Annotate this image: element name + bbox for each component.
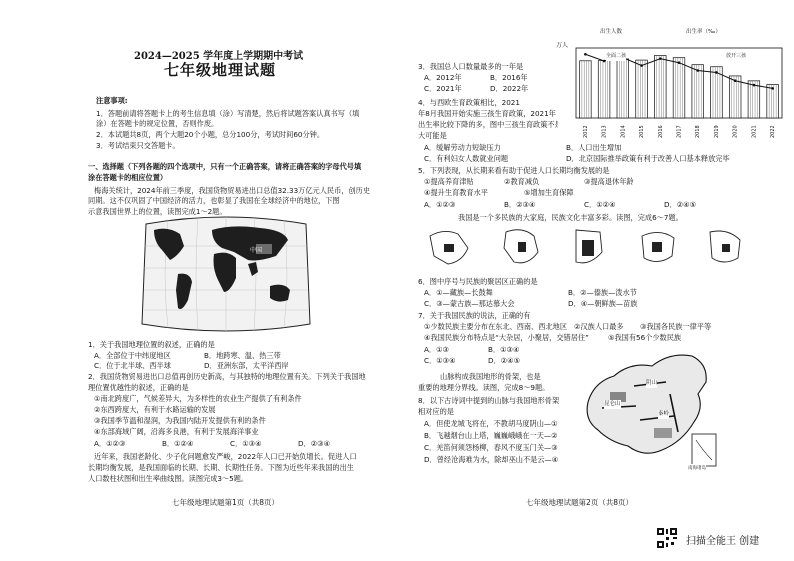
chart-x-tick: 2016 [657,125,664,138]
q3-option-c: C．2021年 [424,84,462,93]
q4-stem: 4．与西欧生育政策相比，2021 [418,98,520,107]
rate-point [603,60,606,63]
chart-bar [748,81,760,118]
q5-option-c: C．①②④ [584,200,616,209]
policy-label: 放开三孩 [726,53,747,59]
q8-option-a: A．但使龙城飞将在，不教胡马度阴山—① [424,419,558,428]
map2-label: 阴山 [646,380,658,386]
chart-bar [598,61,610,118]
q4-option-d: D．北京国际推举政策有利于改善人口基本释放完毕 [566,154,730,163]
q8-stem: 相对应的是 [418,407,454,416]
qr-code-icon [656,527,678,549]
map2-label: 昆仑山 [604,401,621,407]
q5-item: ③提高退休年龄 [584,177,634,186]
q7-item: ③我国各民族一律平等 [640,322,712,331]
q7-item: ⑤我国有56个少数民族 [608,333,682,342]
q4-option-b: B．人口出生增加 [566,143,622,152]
q4-option-a: A．缓解劳动力短缺压力 [424,143,501,152]
q2-stem: 理位置优越性的叙述，正确的是 [88,383,189,392]
chart-x-tick: 2015 [639,125,646,138]
q1-stem: 1．关于我国地理位置的叙述，正确的是 [88,340,215,349]
chart-x-tick: 2020 [732,125,739,138]
chart-bar [617,59,629,118]
q2-option-d: D．②③④ [298,439,331,448]
world-map-figure [138,216,314,332]
q5-option-a: A．①②③ [424,200,456,209]
q7-item: ④我国民族分布特点是“大杂居，小聚居，交错居住” [424,333,589,342]
chart-bar [673,58,685,118]
intro-line: 同期。这不仅巩固了中国经济的活力，也彰显了我国在全球经济中的地位，下图 [88,196,340,205]
map2-label: 南海诸岛 [688,466,706,471]
q8-stem: 8．以下古诗词中提到的山脉与我国地形骨架 [418,396,560,405]
notice-line: 2．本试题共8页，两个大题20个小题，总分100分，考试时间60分钟。 [96,130,325,139]
q8-intro: 重要的地理分界线。读图，完成8～9题。 [418,383,550,392]
chart-x-tick: 2019 [713,125,720,138]
exam-paper-title: 七年级地理试题 [164,61,277,79]
chart-x-tick: 2017 [676,125,683,138]
chart-legend-line: 出生率（‰） [686,29,721,35]
section-heading: 涂在答题卡的相应位置） [88,173,168,182]
birth-chart [558,40,790,144]
chart-x-tick: 2012 [582,125,589,138]
q7-option-a: A．①③ [424,345,449,354]
q6-option-c: C．③—蒙古族—那达慕大会 [424,299,515,308]
q6-stem: 6．图中序号与民族的聚居区正确的是 [418,277,538,286]
page-footer: 七年级地理试题第2页（共8页） [526,498,634,507]
q6-intro: 我国是一个多民族的大家庭，民族文化丰富多彩。读图，完成6～7题。 [458,213,683,222]
q5-option-d: D．②④⑤ [664,200,697,209]
q2-option-c: C．①③④ [230,439,262,448]
section-heading: 一、选择题（下列各题的四个选项中，只有一个正确答案，请将正确答案的字母代号填 [88,162,362,171]
q2-item: ①南北跨度广，气候差异大，为多样性的农业生产提供了有利条件 [94,394,302,403]
q6-option-b: B．②—傣族—泼水节 [568,288,637,297]
china-mountains-map [574,342,724,474]
q3-stem: 3．我国总人口数量最多的一年是 [418,62,524,71]
exam-page-1 [14,14,399,526]
q1-option-a: A．全部位于中纬度地区 [94,351,171,360]
q2-item: ③我国季节温和湿润，为我国内陆开发提供有利的条件 [94,416,266,425]
notice-line: 1．答题前请将答题卡上的考生信息填（涂）写清楚，然后将试题答案认真书写（填 [96,109,360,118]
q8-option-b: B．飞越烟台山上塔，巍巍峨峨在一天—② [424,431,558,440]
exam-page-2 [408,14,793,526]
q5-item: ①提高养育津贴 [424,177,474,186]
map-label-china: 中国 [250,247,263,254]
q7-stem: 7．关于我国民族的说法，正确的有 [418,311,531,320]
chart-bar [580,61,592,118]
q2-item: ②东西跨度大，有利于水路运输的发展 [94,405,216,414]
notice-line: 涂）在答题卡的规定位置，否则作废。 [96,119,219,128]
q3-option-a: A．2012年 [424,73,462,82]
q1-option-c: C．位于北半球、西半球 [94,361,171,370]
q7-item: ②汉族人口最多 [574,322,624,331]
chart-legend-bars: 出生人数 [600,29,623,35]
intro-line: 梅海关统计，2024年前三季度，我国货物贸易进出口总值32.33万亿元人民币，创历史 [94,186,371,195]
q4-stem: 出生率比较下降的多，图中三孩生育政策不是我国 [418,120,577,129]
chart-x-tick: 2013 [601,125,608,138]
chart-x-tick: 2021 [751,125,758,138]
q2-option-b: B．①②④ [162,439,194,448]
page-footer: 七年级地理试题第1页（共8页） [172,498,280,507]
q4-stem: 年8月我国开始实施三孩生育政策，2021年 [418,109,556,118]
chart-bar [654,55,666,118]
q5-item: ②教育减负 [504,177,540,186]
q3-intro-line: 人口数柱状图和出生率曲线图。读图完成3～5题。 [88,474,249,483]
q3-intro-line: 近年来，我国老龄化、少子化问题愈发严峻，2022年人口已开始负增长。促进人口 [94,452,357,461]
q2-option-a: A．①②③ [94,439,126,448]
q3-option-b: B．2016年 [490,73,528,82]
q2-item: ④东部海域广阔，沿海多良港，有利于发展海洋事业 [94,427,259,436]
chart-x-tick: 2022 [770,125,777,138]
q2-stem: 2．我国货物贸易进出口总值再创历史新高，与其独特的地理位置有关。下列关于我国地 [88,372,366,381]
chart-bar [729,76,741,118]
q6-option-a: A．①—藏族—长鼓舞 [424,288,493,297]
ethnic-region-maps [424,222,784,272]
q4-stem: 大可能是 [418,131,447,140]
rate-point [678,61,681,64]
rate-point [696,69,699,72]
q7-option-b: B．①③④ [488,345,520,354]
q7-option-d: D．②④⑤ [488,356,521,365]
q8-option-c: C．羌笛何须怨杨柳，春风不度玉门关—③ [424,443,558,452]
map2-label: 秦岭 [658,411,670,417]
rate-point [753,84,756,87]
chart-ticks [583,125,776,138]
rate-point [715,71,718,74]
q4-option-c: C．有利妇女人数就业问题 [424,154,509,163]
exam-session-title: 2024—2025 学年度上学期期中考试 [134,51,304,62]
q1-option-d: D．亚洲东部，太平洋西岸 [204,361,289,370]
rate-point [584,53,587,56]
chart-bar [692,65,704,118]
q8-option-d: D．曾经沧海难为水，除却巫山不是云—④ [424,455,559,464]
rate-point [659,57,662,60]
q5-option-b: B．②③④ [504,200,536,209]
q5-item: ④提升生育教育水平 [424,188,488,197]
rate-point [771,87,774,90]
chart-x-tick: 2014 [620,125,627,138]
q5-stem: 5．下列表现，从长期来看有助于促进人口长期均衡发展的是 [418,166,610,175]
chart-bar [636,60,648,118]
chart-ylabel: 万人 [556,42,569,49]
policy-label: 全面二孩 [606,53,627,59]
q3-option-d: D．2022年 [490,84,529,93]
q8-intro: 山脉构成我国地形的骨架，也是 [440,372,541,381]
scanner-brand-watermark: 扫描全能王 创建 [686,536,760,547]
q3-intro-line: 长期均衡发展，是我国面临的长期、长期、长期性任务。下图为近些年来我国的出生 [88,463,354,472]
q5-item: ⑤增加生育保障 [524,188,574,197]
rate-point [734,79,737,82]
notice-title: 注意事项: [96,96,128,105]
q7-option-c: C．①③④ [424,356,456,365]
chart-x-tick: 2018 [695,125,702,138]
q1-option-b: B．地跨寒、温、热三带 [204,351,281,360]
notice-line: 3．考试结束只交答题卡。 [96,141,180,150]
rate-point [640,64,643,67]
q6-option-d: D．④—朝鲜族—苗族 [568,299,638,308]
q7-item: ①少数民族主要分布在东北、西南、西北地区 [424,322,568,331]
intro-line: 示意我国世界上的位置，读图完成1～2题。 [88,207,227,216]
